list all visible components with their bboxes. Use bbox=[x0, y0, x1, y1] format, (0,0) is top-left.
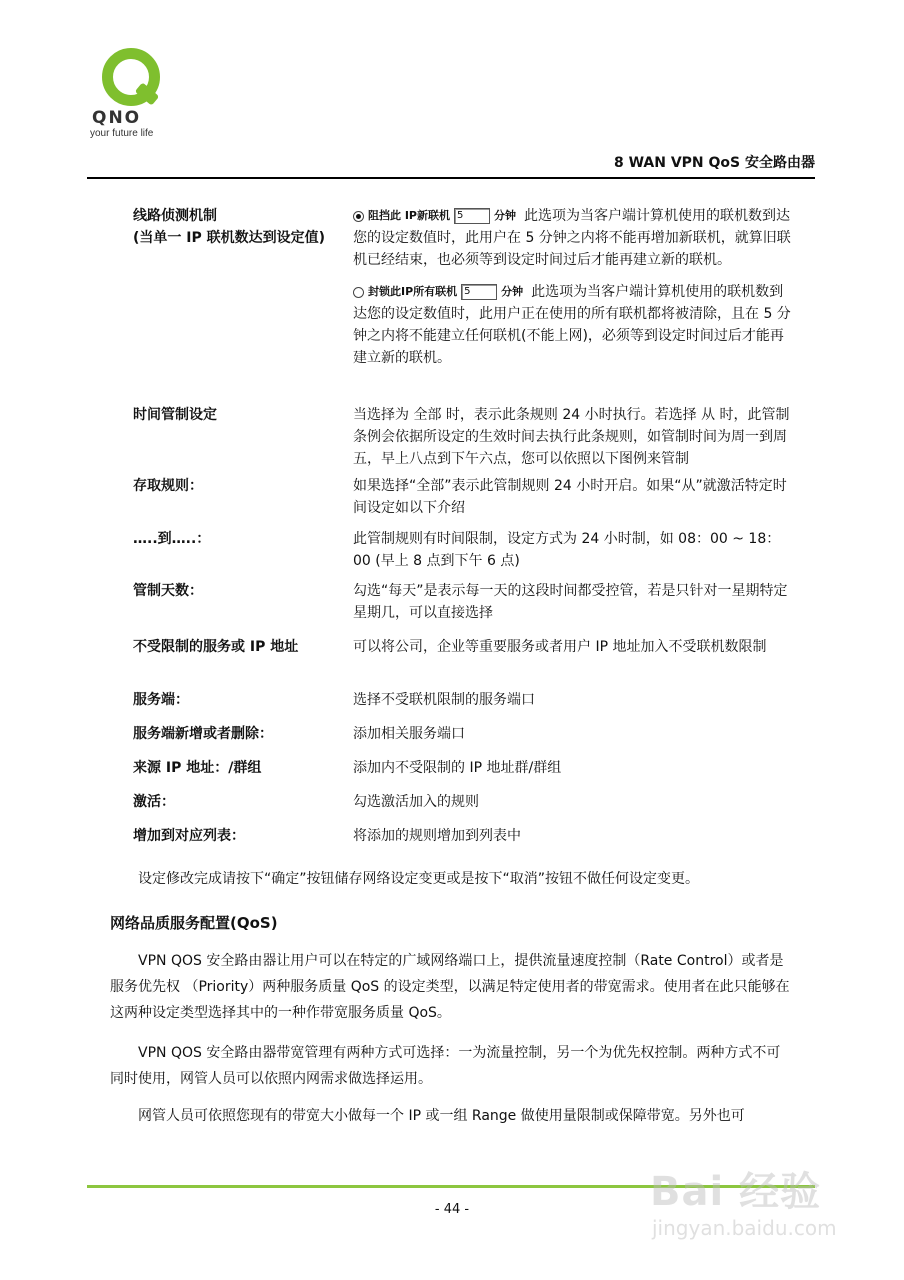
radio-unselected-icon[interactable] bbox=[353, 287, 364, 298]
option-block-blockAll bbox=[353, 281, 794, 369]
qno-logo bbox=[88, 40, 178, 140]
section-title-qos: 网络品质服务配置(QoS) bbox=[110, 914, 278, 932]
row-description: 此管制规则有时间限制，设定方式为 24 小时制，如 08：00 ~ 18：00 (早上 8 点到下午 6 点) bbox=[353, 531, 781, 569]
row-label: …..到…..： bbox=[133, 531, 211, 547]
row-description: 勾选“每天”是表示每一天的这段时间都受控管，若是只针对一星期特定星期几，可以直接选择 bbox=[353, 583, 788, 621]
save-note: 设定修改完成请按下“确定”按钮储存网络设定变更或是按下“取消”按钮不做任何设定变更。 bbox=[138, 871, 700, 887]
row-description: 添加相关服务端口 bbox=[353, 726, 465, 742]
row-label: 服务端： bbox=[133, 692, 189, 708]
row-label: 不受限制的服务或 IP 地址 bbox=[133, 639, 299, 655]
label-line-1: 线路侦测机制 bbox=[133, 208, 217, 224]
minutes-input[interactable]: 5 bbox=[454, 208, 490, 224]
watermark bbox=[640, 1160, 880, 1250]
option-block-all-connections[interactable] bbox=[353, 281, 523, 303]
row-label: 时间管制设定 bbox=[133, 407, 217, 423]
option-text: 此选项为当客户端计算机使用的联机数到达您的设定数值时，此用户正在使用的所有联机都将被清除，且在 5 分钟之内将不能建立任何联机(不能上网)，必须等到设定时间过后才能再建立新的联机。 bbox=[353, 284, 791, 366]
header-divider bbox=[87, 177, 815, 179]
row-description: 选择不受联机限制的服务端口 bbox=[353, 692, 535, 708]
label-line-2: (当单一 IP 联机数达到设定值) bbox=[133, 230, 326, 246]
minutes-input[interactable]: 5 bbox=[461, 284, 497, 300]
row-label: 来源 IP 地址：/群组 bbox=[133, 760, 262, 776]
option-unit: 分钟 bbox=[493, 209, 516, 222]
row-description: 添加内不受限制的 IP 地址群/群组 bbox=[353, 760, 562, 776]
row-label: 激活： bbox=[133, 794, 175, 810]
paragraph-3: 网管人员可依照您现有的带宽大小做每一个 IP 或一组 Range 做使用量限制或保障带宽。另外也可 bbox=[138, 1108, 745, 1124]
row-label: 增加到对应列表： bbox=[133, 828, 245, 844]
row-description bbox=[353, 205, 794, 369]
row-description: 可以将公司，企业等重要服务或者用户 IP 地址加入不受联机数限制 bbox=[353, 639, 767, 655]
watermark-url: jingyan.baidu.com bbox=[652, 1216, 837, 1240]
row-description: 勾选激活加入的规则 bbox=[353, 794, 479, 810]
row-label: 管制天数： bbox=[133, 583, 203, 599]
paragraph-2: VPN QOS 安全路由器带宽管理有两种方式可选择：一为流量控制，另一个为优先权控制。两种方式不可同时使用，网管人员可以依照内网需求做选择运用。 bbox=[110, 1045, 781, 1087]
radio-selected-icon[interactable] bbox=[353, 211, 364, 222]
row-label: 存取规则： bbox=[133, 478, 203, 494]
row-description: 如果选择“全部”表示此管制规则 24 小时开启。如果“从”就激活特定时间设定如以下介绍 bbox=[353, 478, 787, 516]
option-label: 封锁此IP所有联机 bbox=[368, 285, 458, 298]
option-unit: 分钟 bbox=[501, 285, 524, 298]
page-number: - 44 - bbox=[434, 1202, 470, 1217]
option-block-new-connection[interactable] bbox=[353, 205, 516, 227]
row-label: 服务端新增或者删除： bbox=[133, 726, 273, 742]
watermark-logo: Bai 经验 bbox=[650, 1169, 822, 1215]
row-description: 将添加的规则增加到列表中 bbox=[353, 828, 521, 844]
row-description: 当选择为 全部 时，表示此条规则 24 小时执行。若选择 从 时，此管制条例会依据所设定的生效时间去执行此条规则，如管制时间为周一到周五，早上八点到下午六点，您可以依照以下图例来管制 bbox=[353, 407, 790, 467]
option-text: 此选项为当客户端计算机使用的联机数到达您的设定数值时，此用户在 5 分钟之内将不能再增加新联机，就算旧联机已经结束，也必须等到设定时间过后才能再建立新的联机。 bbox=[353, 208, 791, 268]
option-block-blockNew bbox=[353, 205, 794, 271]
logo-text: QNO bbox=[92, 108, 142, 128]
option-label: 阻挡此 IP新联机 bbox=[368, 209, 450, 222]
logo-tagline: your future life bbox=[90, 128, 154, 139]
row-label bbox=[133, 205, 343, 249]
paragraph-1: VPN QOS 安全路由器让用户可以在特定的广域网络端口上，提供流量速度控制（Rate Control）或者是服务优先权 （Priority）两种服务质量 QoS 的设定类型，以满足特定使用者的带宽需求。使用者在此只能够在这两种设定类型选择其中的一种作带宽服务质量 QoS。 bbox=[110, 953, 790, 1021]
document-title: 8 WAN VPN QoS 安全路由器 bbox=[613, 155, 815, 171]
